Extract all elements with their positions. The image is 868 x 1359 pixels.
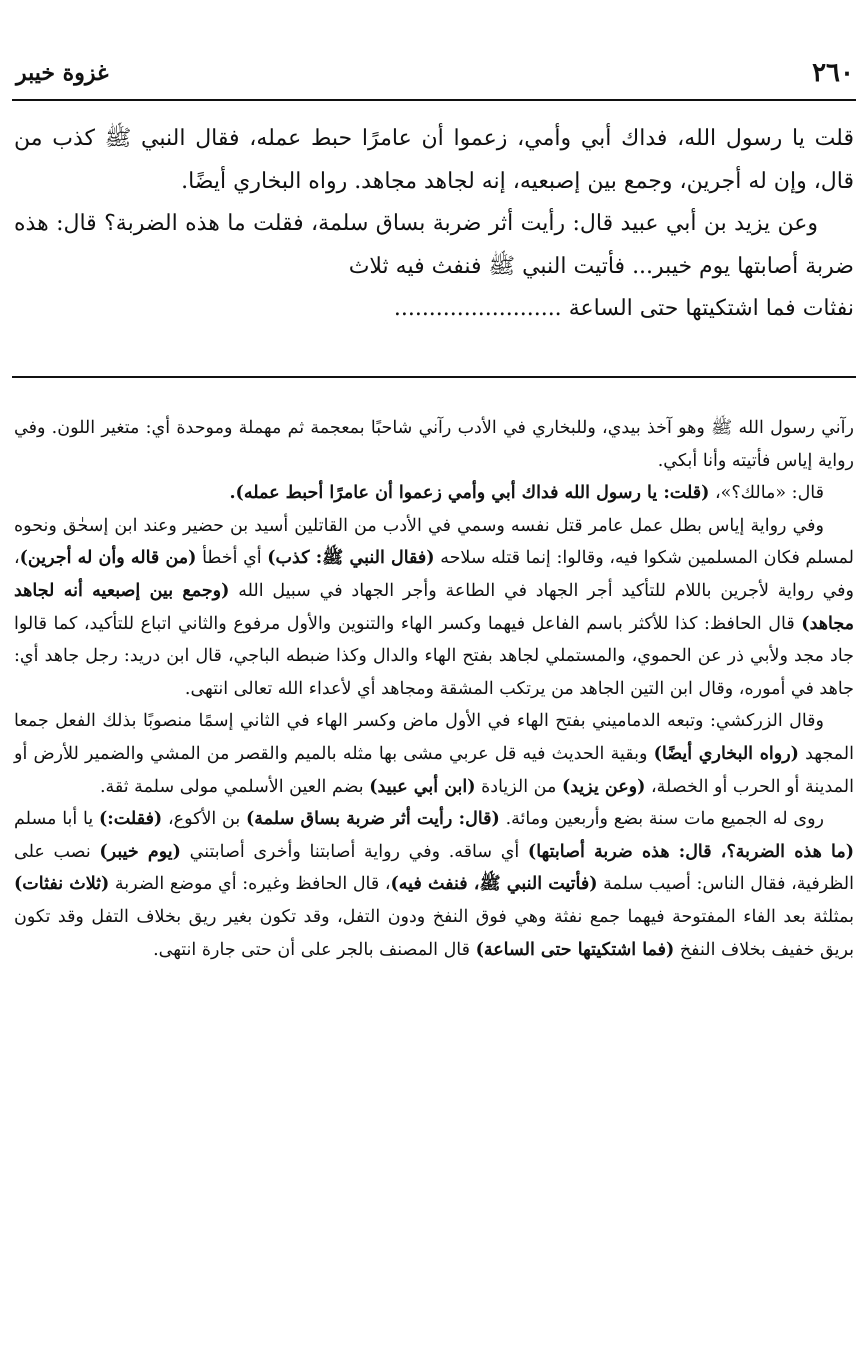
commentary-text-span: يا أبا مسلم bbox=[14, 809, 99, 830]
quoted-phrase: (وجمع بين إصبعيه أنه لجاهد مجاهد) bbox=[14, 580, 854, 634]
main-paragraph-1: قلت يا رسول الله، فداك أبي وأمي، زعموا أن عامرًا حبط عمله، فقال النبي ﷺ كذب من قال، وإن له أجرين، وجمع بين إصبعيه، إنه لجاهد مجاهد. رواه البخاري أيضًا. bbox=[14, 126, 854, 194]
quoted-phrase: (قلت: يا رسول الله فداك أبي وأمي زعموا أن عامرًا أحبط عمله). bbox=[229, 483, 710, 504]
commentary-text-span: بن الأكوع، bbox=[162, 809, 247, 830]
commentary-text-span: من الزيادة bbox=[475, 776, 562, 797]
commentary-text-span: وفي رواية إياس بطل عمل عامر قتل نفسه وسمي في الأدب من القاتلين أسيد بن حضير وعند ابن إسحٰق ونحوه لمسلم فكان المسلمين شكوا فيه، وقالوا: إنما قتله سلاحه bbox=[14, 515, 854, 569]
commentary-paragraph-3 bbox=[14, 510, 854, 706]
main-last-line-text: نفثات فما اشتكيتها حتى الساعة bbox=[568, 296, 854, 321]
section-rule bbox=[12, 376, 856, 378]
commentary-text-span: قال الحافظ: كذا للأكثر باسم الفاعل فيهما وكسر الهاء والتنوين والأول مرفوع والثاني اتباع للتأكيد، كما قالوا جاد مجد ولأبي ذر عن الحموي، والمستملي لجاهد بفتح الهاء والدال وكذا ضبطه الباجي، قال ابن دريد: رجل جاهد أي: جاهد في أموره، وقال ابن التين الجاهد من يرتكب المشقة ومجاهد أي لأعداء الله تعالى انتهى. bbox=[14, 613, 854, 699]
ellipsis-dots: ........................ bbox=[393, 296, 562, 321]
commentary-text-span: وقال الزركشي: وتبعه الدماميني بفتح الهاء في الأول ماض وكسر الهاء في الثاني إسمًا منصوبًا بذلك الفعل جمعا المجهد bbox=[14, 711, 854, 764]
page-header bbox=[0, 60, 868, 100]
commentary-text-span: وبقية الحديث فيه قل عربي مشى بها مثله بالميم والقصر من المشي والضمير للأرض أو المدينة أو الحرب أو الخصلة، bbox=[14, 743, 854, 797]
quoted-phrase: (رواه البخاري أيضًا) bbox=[653, 743, 799, 764]
commentary-text-span: بضم العين الأسلمي مولى سلمة ثقة. bbox=[99, 776, 370, 797]
quoted-phrase: (وعن يزيد) bbox=[561, 776, 646, 797]
commentary-text-span: بمثلثة بعد الفاء المفتوحة فيهما جمع نفثة وهي فوق النفخ ودون التفل، وقد تكون بغير ريق بخلاف التفل وقد تكون بريق خفيف بخلاف النفخ bbox=[14, 906, 854, 960]
header-rule bbox=[12, 99, 856, 101]
main-paragraph-2-last-line bbox=[14, 288, 854, 331]
commentary-text-span: روى له الجميع مات سنة بضع وأربعين ومائة. bbox=[499, 809, 824, 830]
quoted-phrase: (يوم خيبر) bbox=[99, 841, 181, 862]
commentary-paragraph-5 bbox=[14, 803, 854, 966]
quoted-phrase: (فقال النبي ﷺ: كذب) bbox=[267, 548, 435, 569]
quoted-phrase: (قال: رأيت أثر ضربة بساق سلمة) bbox=[246, 809, 500, 830]
quoted-phrase: (من قاله وأن له أجرين) bbox=[19, 548, 197, 569]
commentary-text-span: أي ساقه. وفي رواية أصابتنا وأخرى أصابتني bbox=[180, 841, 528, 862]
commentary-paragraph-4 bbox=[14, 705, 854, 803]
quoted-phrase: (فما اشتكيتها حتى الساعة) bbox=[475, 939, 675, 960]
quoted-phrase: (ما هذه الضربة؟، قال: هذه ضربة أصابتها) bbox=[527, 841, 854, 862]
running-title: غزوة خيبر bbox=[16, 60, 109, 86]
commentary-text-span: أي أخطأ bbox=[196, 548, 268, 569]
commentary-text-span: ، قال الحافظ وغيره: أي موضع الضربة bbox=[109, 874, 391, 895]
commentary-text-span: قال المصنف بالجر على أن حتى جارة انتهى. bbox=[153, 939, 476, 960]
main-paragraph-2: وعن يزيد بن أبي عبيد قال: رأيت أثر ضربة بساق سلمة، فقلت ما هذه الضربة؟ قال: هذه ضربة أصابتها يوم خيبر... فأتيت النبي ﷺ فنفث فيه ثلاث bbox=[14, 211, 854, 279]
quoted-phrase: (فقلت:) bbox=[99, 809, 163, 830]
commentary-paragraph-1: رآني رسول الله ﷺ وهو آخذ بيدي، وللبخاري في الأدب رآني شاحبًا بمعجمة ثم مهملة وموحدة أي: متغير اللون. وفي رواية إياس فأتيته وأنا أبكي. bbox=[14, 418, 854, 471]
commentary-text-span: قال: «مالك؟»، bbox=[709, 483, 824, 504]
commentary-text-span: نصب على الظرفية، فقال الناس: أصيب سلمة bbox=[14, 841, 854, 895]
quoted-phrase: (ابن أبي عبيد) bbox=[369, 776, 476, 797]
commentary-text-span: ، وفي رواية لأجرين باللام للتأكيد أجر الجهاد في الطاعة وأجر الجهاد في سبيل الله bbox=[14, 548, 854, 601]
main-text bbox=[14, 118, 854, 331]
commentary-paragraph-2 bbox=[14, 477, 854, 510]
quoted-phrase: (ثلاث نفثات) bbox=[14, 874, 110, 895]
commentary-text bbox=[14, 412, 854, 966]
quoted-phrase: (فأتيت النبي ﷺ، فنفث فيه) bbox=[390, 874, 598, 895]
page-number: ٢٦٠ bbox=[812, 58, 854, 88]
